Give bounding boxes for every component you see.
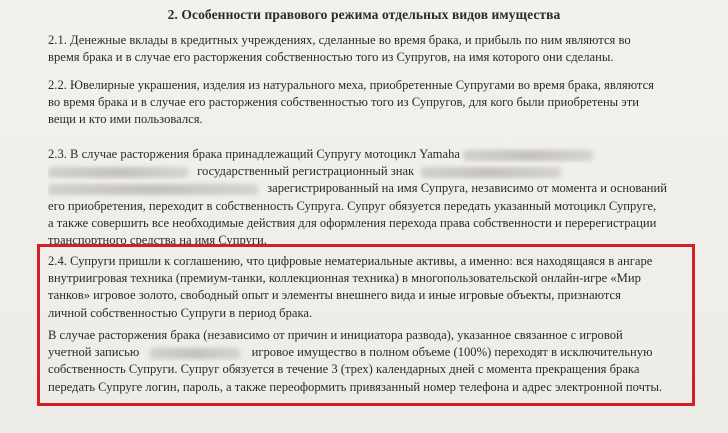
text-line: танков» игровое золото, свободный опыт и элементы внешнего вида и иные игровые объекты, признаются [48,288,621,303]
redacted-area [463,150,593,161]
text-line: транспортного средства на имя Супруги. [48,233,267,248]
clause-2-4-divorce [48,327,688,396]
text-line: передать Супруге логин, пароль, а также переоформить привязанный номер телефона и адрес электронной почты. [48,379,663,394]
text-line: 2.2. Ювелирные украшения, изделия из натурального меха, приобретенные Супругами во время брака, являются [48,78,654,92]
text-line [48,146,688,163]
clause-2-1 [48,32,688,66]
text-line: В случае расторжения брака (независимо от причин и инициатора развода), указанное связанное с игровой [48,328,623,342]
redacted-area [48,167,188,178]
text-fragment: государственный регистрационный знак [197,164,415,179]
text-line [48,163,688,180]
text-line: во время брака и в случае его расторжения собственностью того из Супругов, для кого были приобретены эти [48,95,639,110]
text-line: а также совершить все необходимые действия для оформления перехода права собственности и перерегистрации [48,215,657,230]
text-line: вещи и кто ими пользовался. [48,112,203,127]
text-line: 2.1. Денежные вклады в кредитных учреждениях, сделанные во время брака, и прибыль по ним являются во [48,33,631,47]
text-fragment: 2.3. В случае расторжения брака принадлежащий Супругу мотоцикл Yamaha [48,147,460,161]
text-line: личной собственностью Супруги в период брака. [48,305,313,320]
text-line [48,344,688,361]
redacted-area [421,167,561,178]
text-line: внутриигровая техника (премиум-танки, коллекционная техника) в многопользовательской онлайн-игре «Мир [48,271,641,286]
text-line [48,180,688,197]
section-heading: 2. Особенности правового режима отдельных видов имущества [167,7,561,22]
text-line: 2.4. Супруги пришли к соглашению, что цифровые нематериальные активы, а именно: вся находящаяся в ангаре [48,254,653,268]
text-line: время брака и в случае его расторжения собственностью того из Супругов, на имя которого они сделаны. [48,50,614,65]
clause-2-3 [48,146,688,249]
text-fragment: игровое имущество в полном объеме (100%) переходят в исключительную [251,345,653,360]
clause-2-4 [48,253,688,322]
text-line: его приобретения, переходит в собственность Супруга. Супруг обязуется передать указанный мотоцикл Супруге, [48,198,657,213]
clause-2-2 [48,77,688,129]
text-fragment: учетной записью [48,345,140,360]
text-line: собственность Супруги. Супруг обязуется в течение 3 (трех) календарных дней с момента прекращения брака [48,362,640,377]
text-fragment: зарегистрированный на имя Супруга, независимо от момента и оснований [267,181,668,196]
redacted-area [150,348,240,359]
redacted-area [48,184,258,195]
